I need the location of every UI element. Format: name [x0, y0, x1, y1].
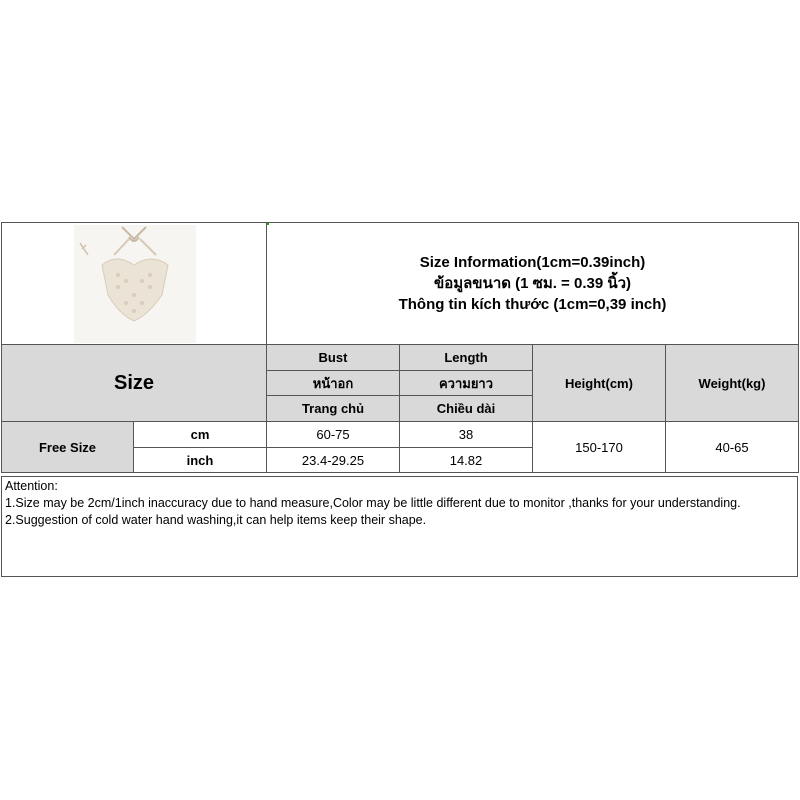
bust-header-thai: หน้าอก [266, 370, 400, 396]
bust-value-cm: 60-75 [266, 421, 400, 448]
length-value-cm: 38 [399, 421, 533, 448]
height-header: Height(cm) [532, 344, 666, 422]
unit-inch: inch [133, 447, 267, 473]
attention-line-1: 1.Size may be 2cm/1inch inaccuracy due to hand measure,Color may be little different due to monitor ,thanks for your understanding. [5, 496, 741, 510]
attention-notes [1, 476, 798, 577]
product-photo [74, 225, 196, 343]
size-column-header: Size [1, 344, 267, 422]
length-header-english: Length [399, 344, 533, 371]
length-header-vietnamese: Chiều dài [399, 395, 533, 422]
product-image-cell [1, 222, 267, 345]
info-line-english: Size Information(1cm=0.39inch) [419, 254, 646, 271]
bust-header-english: Bust [266, 344, 400, 371]
unit-cm: cm [133, 421, 267, 448]
size-chart [0, 222, 800, 578]
size-information-header [266, 222, 799, 345]
attention-title: Attention: [5, 479, 58, 493]
length-value-inch: 14.82 [399, 447, 533, 473]
weight-value: 40-65 [665, 421, 799, 473]
weight-header: Weight(kg) [665, 344, 799, 422]
attention-line-2: 2.Suggestion of cold water hand washing,it can help items keep their shape. [5, 513, 427, 527]
length-header-thai: ความยาว [399, 370, 533, 396]
crochet-top-image [74, 225, 196, 343]
info-line-thai: ข้อมูลขนาด (1 ซม. = 0.39 นิ้ว) [433, 275, 632, 292]
height-value: 150-170 [532, 421, 666, 473]
free-size-label: Free Size [1, 421, 134, 473]
info-line-vietnamese: Thông tin kích thước (1cm=0,39 inch) [398, 296, 667, 313]
bust-header-vietnamese: Trang chủ [266, 395, 400, 422]
bust-value-inch: 23.4-29.25 [266, 447, 400, 473]
